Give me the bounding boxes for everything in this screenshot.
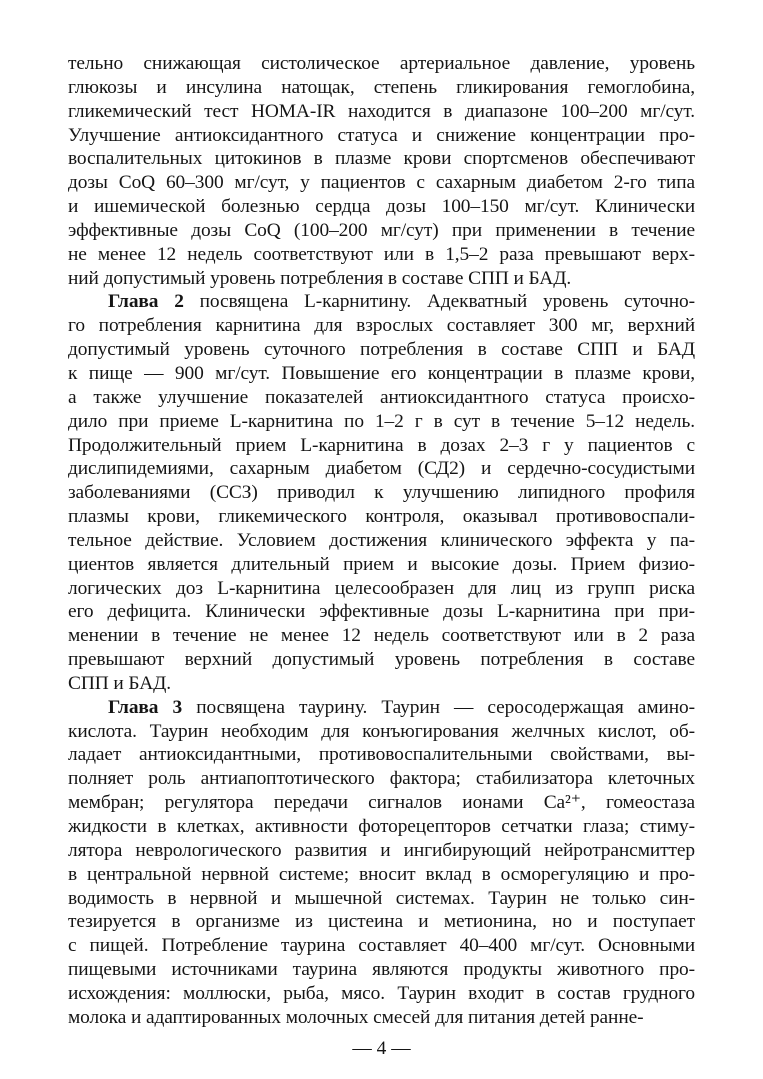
text-line: его дефицита. Клинически эффективные дозы L-карнитина при при- xyxy=(68,601,695,623)
text-line: полняет роль антиапоптотического фактора; стабилизатора клеточных xyxy=(68,768,695,790)
text-line: СПП и БАД. xyxy=(68,672,171,694)
text-line: Продолжительный прием L-карнитина в дозах 2–3 г у пациентов с xyxy=(68,434,695,456)
text-line: дислипидемиями, сахарным диабетом (СД2) и сердечно-сосудистыми xyxy=(68,458,695,480)
text-line: эффективные дозы CoQ (100–200 мг/сут) при применении в течение xyxy=(68,219,695,241)
text-line: исхождения: моллюски, рыба, мясо. Таурин входит в состав грудного xyxy=(68,982,695,1004)
text-line: Улучшение антиоксидантного статуса и снижение концентрации про- xyxy=(68,124,695,146)
text-line: тельно снижающая систолическое артериальное давление, уровень xyxy=(68,53,695,74)
text-line: с пищей. Потребление таурина составляет 40–400 мг/сут. Основными xyxy=(68,935,695,957)
text-line: дозы CoQ 60–300 мг/сут, у пациентов с сахарным диабетом 2-го типа xyxy=(68,172,695,194)
text-line: глюкозы и инсулина натощак, степень гликирования гемоглобина, xyxy=(68,76,695,98)
text-line: тельное действие. Условием достижения клинического эффекта у па- xyxy=(68,529,695,551)
text-line: и ишемической болезнью сердца дозы 100–150 мг/сут. Клинически xyxy=(68,196,695,218)
chapter-label: Глава 3 xyxy=(108,696,183,718)
text-line: ний допустимый уровень потребления в составе СПП и БАД. xyxy=(68,267,572,289)
text-line: в центральной нервной системе; вносит вклад в осморегуляцию и про- xyxy=(68,863,695,885)
text-line: допустимый уровень суточного потребления в составе СПП и БАД xyxy=(68,339,695,361)
text-line: тезируется в организме из цистеина и метионина, но и поступает xyxy=(68,911,695,933)
text-line: лятора неврологического развития и ингибирующий нейротрансмиттер xyxy=(68,839,695,861)
text-run: посвящена таурину. Таурин — серосодержащая амино- xyxy=(182,696,695,718)
text-line: к пище — 900 мг/сут. Повышение его концентрации в плазме крови, xyxy=(68,362,695,384)
text-line: воспалительных цитокинов в плазме крови спортсменов обеспечивают xyxy=(68,148,695,170)
text-line: не менее 12 недель соответствуют или в 1,5–2 раза превышают верх- xyxy=(68,243,695,265)
text-line: заболеваниями (ССЗ) приводил к улучшению липидного профиля xyxy=(68,482,695,504)
text-line: дило при приеме L-карнитина по 1–2 г в сут в течение 5–12 недель. xyxy=(68,410,695,432)
text-line: молока и адаптированных молочных смесей для питания детей ранне- xyxy=(68,1006,644,1028)
text-line: мембран; регулятора передачи сигналов ионами Ca²⁺, гомеостаза xyxy=(68,792,695,814)
paragraph xyxy=(68,52,695,290)
paragraph xyxy=(68,290,695,695)
text-line: менении в течение не менее 12 недель соответствуют или в 2 раза xyxy=(68,625,695,647)
text-line: водимость в нервной и мышечной системах. Таурин не только син- xyxy=(68,887,695,909)
text-line: ладает антиоксидантными, противовоспалительными свойствами, вы- xyxy=(68,744,695,766)
text-run: посвящена L-карнитину. Адекватный уровень суточно- xyxy=(183,291,695,313)
page-number: — 4 — xyxy=(352,1038,411,1059)
text-line: логических доз L-карнитина целесообразен для лиц из групп риска xyxy=(68,577,695,599)
page-footer xyxy=(0,1037,763,1061)
text-line xyxy=(68,696,695,720)
chapter-label: Глава 2 xyxy=(108,291,184,313)
text-line: кислота. Таурин необходим для конъюгирования желчных кислот, об- xyxy=(68,720,695,742)
text-line: жидкости в клетках, активности фоторецепторов сетчатки глаза; стиму- xyxy=(68,816,695,837)
text-line: циентов является длительный прием и высокие дозы. Прием физио- xyxy=(68,553,695,575)
text-line xyxy=(68,290,695,314)
text-line: гликемический тест HOMA-IR находится в диапазоне 100–200 мг/сут. xyxy=(68,100,695,122)
text-line: превышают верхний допустимый уровень потребления в составе xyxy=(68,649,695,671)
text-line: пищевыми источниками таурина являются продукты животного про- xyxy=(68,959,695,981)
text-block xyxy=(68,52,695,1030)
text-line: а также улучшение показателей антиоксидантного статуса происхо- xyxy=(68,386,695,408)
paragraph xyxy=(68,696,695,1030)
text-line: плазмы крови, гликемического контроля, оказывал противовоспали- xyxy=(68,506,695,528)
text-line: го потребления карнитина для взрослых составляет 300 мг, верхний xyxy=(68,315,695,337)
